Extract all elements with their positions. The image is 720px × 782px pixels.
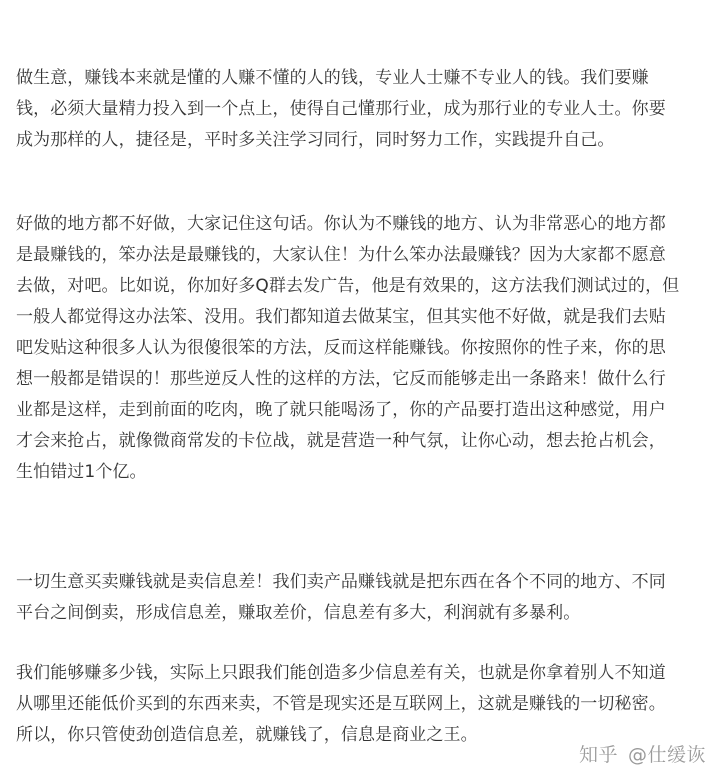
paragraph-1 <box>16 63 708 156</box>
paragraph-line: 去做，对吧。比如说，你加好多Q群去发广告，他是有效果的，这方法我们测试过的，但 <box>16 276 680 296</box>
paragraph-3 <box>16 567 708 629</box>
paragraph-line: 吧发贴这种很多人认为很傻很笨的方法，反而这样能赚钱。你按照你的性子来，你的思 <box>16 338 666 358</box>
paragraph-line: 一般人都觉得这办法笨、没用。我们都知道去做某宝，但其实他不好做，就是我们去贴 <box>16 307 666 327</box>
watermark-site: 知乎 <box>578 743 618 766</box>
paragraph-line: 成为那样的人，捷径是，平时多关注学习同行，同时努力工作，实践提升自己。 <box>16 130 615 150</box>
paragraph-line: 好做的地方都不好做，大家记住这句话。你认为不赚钱的地方、认为非常恶心的地方都 <box>16 214 666 234</box>
paragraph-line: 一切生意买卖赚钱就是卖信息差！我们卖产品赚钱就是把东西在各个不同的地方、不同 <box>16 572 666 592</box>
paragraph-2 <box>16 209 708 488</box>
paragraph-line: 做生意，赚钱本来就是懂的人赚不懂的人的钱，专业人士赚不专业人的钱。我们要赚 <box>16 68 649 88</box>
paragraph-line: 钱，必须大量精力投入到一个点上，使得自己懂那行业，成为那行业的专业人士。你要 <box>16 99 666 119</box>
watermark-handle: @仕缓诙 <box>627 743 706 766</box>
paragraph-line: 业都是这样，走到前面的吃肉，晚了就只能喝汤了，你的产品要打造出这种感觉，用户 <box>16 400 666 420</box>
paragraph-line: 是最赚钱的，笨办法是最赚钱的，大家认住！为什么笨办法最赚钱？因为大家都不愿意 <box>16 245 666 265</box>
paragraph-line: 才会来抢占，就像微商常发的卡位战，就是营造一种气氛，让你心动，想去抢占机会， <box>16 431 666 451</box>
paragraph-line: 想一般都是错误的！那些逆反人性的这样的方法，它反而能够走出一条路来！做什么行 <box>16 369 666 389</box>
paragraph-line: 生怕错过1个亿。 <box>16 462 147 482</box>
paragraph-line: 我们能够赚多少钱，实际上只跟我们能创造多少信息差有关，也就是你拿着别人不知道 <box>16 663 666 683</box>
paragraph-line: 所以，你只管使劲创造信息差，就赚钱了，信息是商业之王。 <box>16 725 478 745</box>
zhihu-watermark <box>579 738 706 768</box>
paragraph-line: 平台之间倒卖，形成信息差，赚取差价，信息差有多大，利润就有多暴利。 <box>16 603 581 623</box>
paragraph-line: 从哪里还能低价买到的东西来卖，不管是现实还是互联网上，这就是赚钱的一切秘密。 <box>16 694 666 714</box>
